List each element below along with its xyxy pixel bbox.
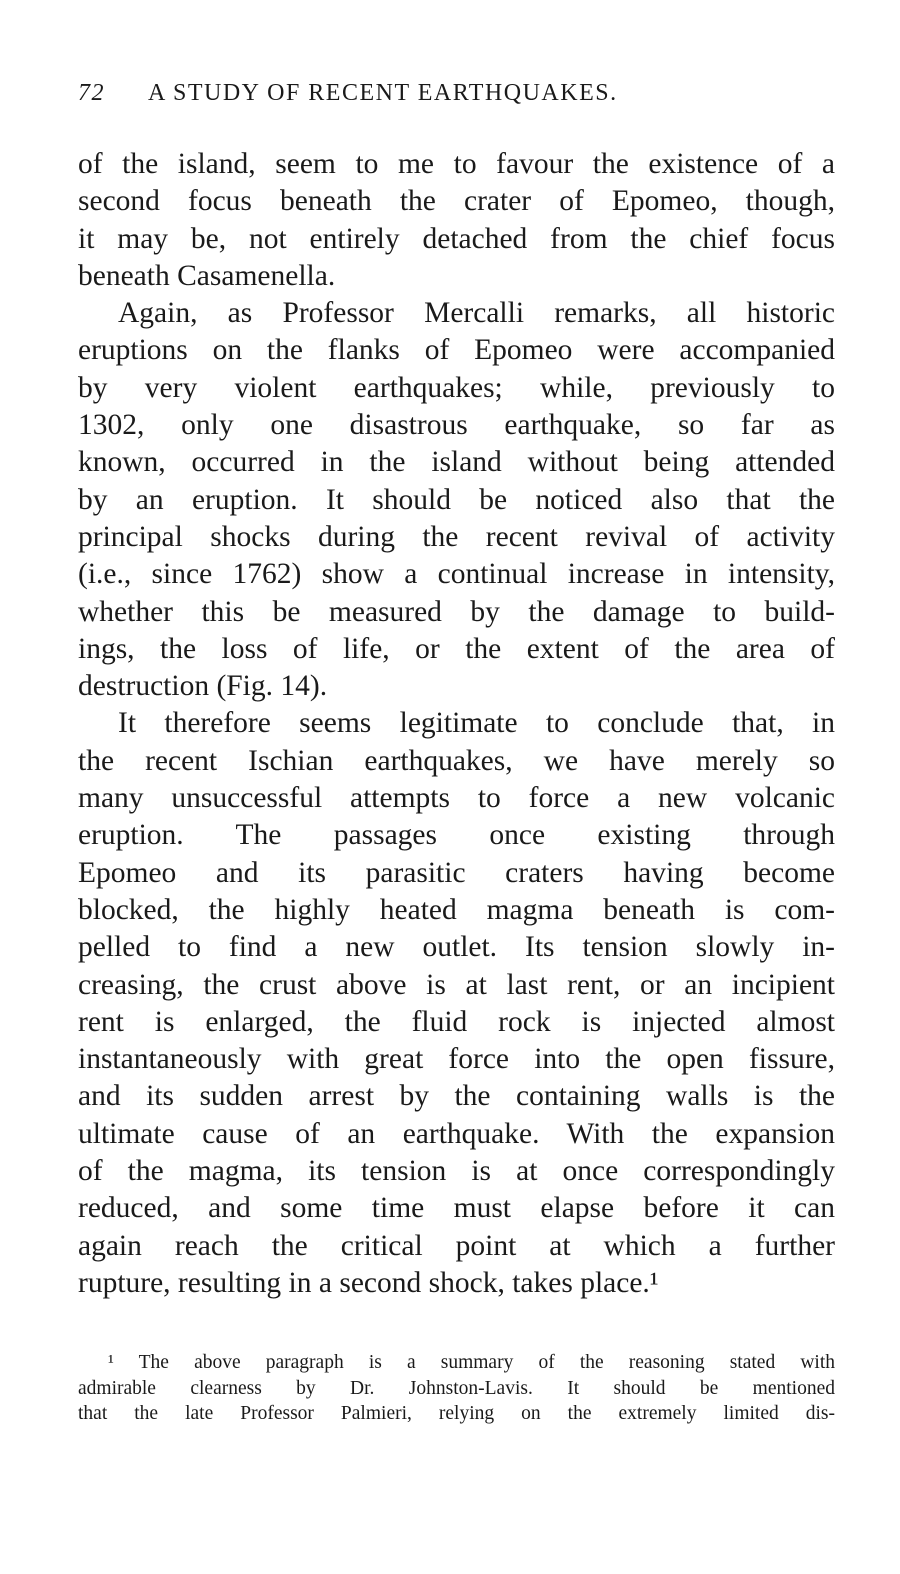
running-title: A STUDY OF RECENT EARTHQUAKES. <box>148 80 618 106</box>
text-line: it may be, not entirely detached from the chief focus <box>78 222 835 255</box>
text-line: of the island, seem to me to favour the existence of a <box>78 148 835 180</box>
footnote-line: that the late Professor Palmieri, relying on the extremely limited dis- <box>78 1403 835 1424</box>
text-line: reduced, and some time must elapse before it can <box>78 1192 835 1225</box>
text-line: 1302, only one disastrous earthquake, so far as <box>78 409 835 442</box>
text-line: second focus beneath the crater of Epomeo, though, <box>78 185 835 218</box>
running-header <box>78 80 758 107</box>
text-line: ings, the loss of life, or the extent of the area of <box>78 632 835 665</box>
body-text <box>78 146 835 1302</box>
text-line: again reach the critical point at which a further <box>78 1229 835 1262</box>
text-line: Again, as Professor Mercalli remarks, all historic <box>118 297 835 330</box>
text-line: by very violent earthquakes; while, previously to <box>78 371 835 404</box>
text-line: beneath Casamenella. <box>78 259 336 292</box>
text-line: It therefore seems legitimate to conclude that, in <box>118 707 835 740</box>
text-line: ultimate cause of an earthquake. With the expansion <box>78 1117 835 1150</box>
text-line: many unsuccessful attempts to force a new volcanic <box>78 782 835 815</box>
text-line: instantaneously with great force into the open fissure, <box>78 1043 835 1076</box>
text-line: pelled to find a new outlet. Its tension slowly in- <box>78 931 835 964</box>
text-line: principal shocks during the recent revival of activity <box>78 520 835 553</box>
text-line: by an eruption. It should be noticed also that the <box>78 483 835 516</box>
text-line: rent is enlarged, the fluid rock is injected almost <box>78 1005 835 1038</box>
paragraph <box>78 705 835 1302</box>
text-line: eruption. The passages once existing through <box>78 819 835 852</box>
text-line: Epomeo and its parasitic craters having become <box>78 856 835 889</box>
footnote-line: admirable clearness by Dr. Johnston-Lavis. It should be mentioned <box>78 1377 835 1399</box>
text-line: and its sudden arrest by the containing walls is the <box>78 1080 835 1113</box>
text-line: of the magma, its tension is at once correspondingly <box>78 1155 835 1188</box>
text-line: rupture, resulting in a second shock, takes place.¹ <box>78 1266 659 1299</box>
text-line: blocked, the highly heated magma beneath is com- <box>78 893 835 926</box>
text-line: eruptions on the flanks of Epomeo were accompanied <box>78 334 835 367</box>
text-line: whether this be measured by the damage to build- <box>78 595 835 628</box>
footnote <box>78 1350 835 1427</box>
paragraph <box>78 295 835 705</box>
page-number: 72 <box>78 80 105 106</box>
footnote-line: ¹ The above paragraph is a summary of the reasoning stated with <box>108 1352 835 1373</box>
text-line: destruction (Fig. 14). <box>78 670 328 703</box>
text-line: (i.e., since 1762) show a continual increase in intensity, <box>78 558 835 591</box>
text-line: known, occurred in the island without being attended <box>78 446 835 479</box>
text-line: creasing, the crust above is at last rent, or an incipient <box>78 968 835 1001</box>
text-line: the recent Ischian earthquakes, we have merely so <box>78 744 835 777</box>
paragraph <box>78 146 835 295</box>
